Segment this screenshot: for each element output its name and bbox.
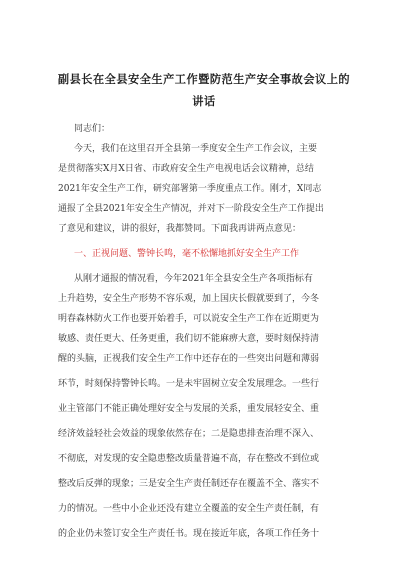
title-line-1: 副县长在全县安全生产工作暨防范生产安全事故会议上的: [57, 72, 351, 86]
paragraph-line: 是贯彻落实X月X日省、市政府安全生产电视电话会议精神，总结: [58, 164, 314, 174]
paragraph-line: 从刚才通报的情况看，今年2021年全县安全生产各项指标有: [74, 274, 313, 284]
section-heading: 一、正视问题、警钟长鸣，毫不松懈地抓好安全生产工作: [74, 249, 300, 259]
paragraph-line: 整改后反弹的现象；三是安全生产责任制还存在覆盖不全、落实不: [58, 479, 320, 489]
paragraph-line: 力的情况。一些中小企业还没有建立全覆盖的安全生产责任制，有: [58, 504, 320, 514]
paragraph-line: 2021年安全生产工作，研究部署第一季度重点工作。刚才，X同志: [58, 184, 322, 194]
paragraph-line: 敏感、责任更大、任务更重，我们切不能麻痹大意，要时刻保持清: [58, 334, 320, 344]
paragraph-line: 明春森林防火工作也要开始着手，可以说安全生产工作在近期更为: [58, 314, 320, 324]
salutation: 同志们：: [74, 124, 111, 134]
paragraph-line: 的企业仍未签订安全生产责任书。现在接近年底，各项工作任务十: [58, 529, 320, 539]
paragraph-line: 通报了全县2021年安全生产情况，并对下一阶段安全生产工作提出: [58, 204, 324, 214]
paragraph-line: 今天，我们在这里召开全县第一季度安全生产工作会议，主要: [74, 144, 318, 154]
paragraph-line: 上升趋势，安全生产形势不容乐观，加上国庆长假就要到了，今冬: [58, 294, 320, 304]
paragraph-line: 醒的头脑，正视我们安全生产工作中还存在的一些突出问题和薄弱: [58, 354, 320, 364]
title-line-2: 讲话: [192, 94, 216, 108]
paragraph-line: 业主管部门不能正确处理好安全与发展的关系，重发展轻安全、重: [58, 404, 320, 414]
paragraph-line: 了意见和建议，讲的很好，我都赞同。下面我再讲两点意见：: [58, 224, 302, 234]
paragraph-line: 环节，时刻保持警钟长鸣。一是未牢固树立安全发展理念。一些行: [58, 379, 320, 389]
paragraph-line: 经济效益轻社会效益的现象依然存在；二是隐患排查治理不深入、: [58, 429, 320, 439]
paragraph-line: 不彻底，对发现的安全隐患整改质量普遍不高，存在整改不到位或: [58, 454, 320, 464]
document-title: [56, 68, 352, 112]
